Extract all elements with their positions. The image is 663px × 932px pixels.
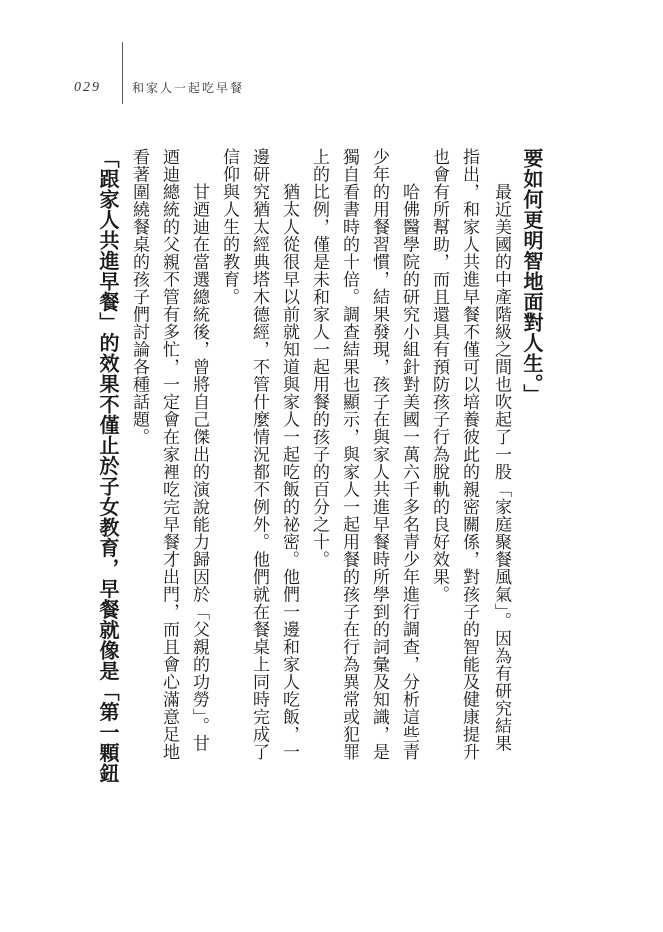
paragraph-line: 獨自看書時的十倍。調查結果也顯示，與家人一起用餐的孩子在行為異常或犯罪 — [339, 148, 359, 761]
page-number: 029 — [74, 80, 101, 95]
paragraph-line: 上的比例，僅是未和家人一起用餐的孩子的百分之十。 — [309, 148, 329, 568]
paragraph-line: 少年的用餐習慣，結果發現，孩子在與家人共進早餐時所學到的詞彙及知識，是 — [369, 148, 389, 761]
paragraph-line: 哈佛醫學院的研究小組針對美國一萬六千多名青少年進行調查，分析這些青 — [399, 148, 419, 761]
paragraph-line: 看著圍繞餐桌的孩子們討論各種話題。 — [129, 148, 149, 446]
paragraph-line: 邊研究猶太經典塔木德經，不管什麼情況都不例外。他們就在餐桌上同時完成了 — [249, 148, 269, 761]
header-divider — [122, 42, 123, 104]
paragraph-line: 最近美國的中產階級之間也吹起了一股「家庭聚餐風氣」。因為有研究結果 — [491, 148, 511, 752]
vertical-text-body — [78, 148, 548, 848]
running-title: 和家人一起吃早餐 — [132, 81, 245, 95]
paragraph-line: 猶太人從很早以前就知道與家人一起吃飯的祕密。他們一邊和家人吃飯，一 — [279, 148, 299, 761]
heading-line: 要如何更明智地面對人生。」 — [520, 148, 544, 405]
paragraph-line: 甘迺迪在當選總統後，曾將自己傑出的演說能力歸因於「父親的功勞」。甘 — [189, 148, 209, 752]
paragraph-line: 迺迪總統的父親不管有多忙，一定會在家裡吃完早餐才出門，而且會心滿意足地 — [159, 148, 179, 761]
paragraph-line: 指出，和家人共進早餐不僅可以培養彼此的親密關係，對孩子的智能及健康提升 — [459, 148, 479, 761]
heading-line: 「跟家人共進早餐」的效果不僅止於子女教育，早餐就像是「第一顆鈕 — [96, 148, 120, 784]
paragraph-line: 信仰與人生的教育。 — [219, 148, 239, 306]
paragraph-line: 也會有所幫助，而且還具有預防孩子行為脫軌的良好效果。 — [429, 148, 449, 603]
